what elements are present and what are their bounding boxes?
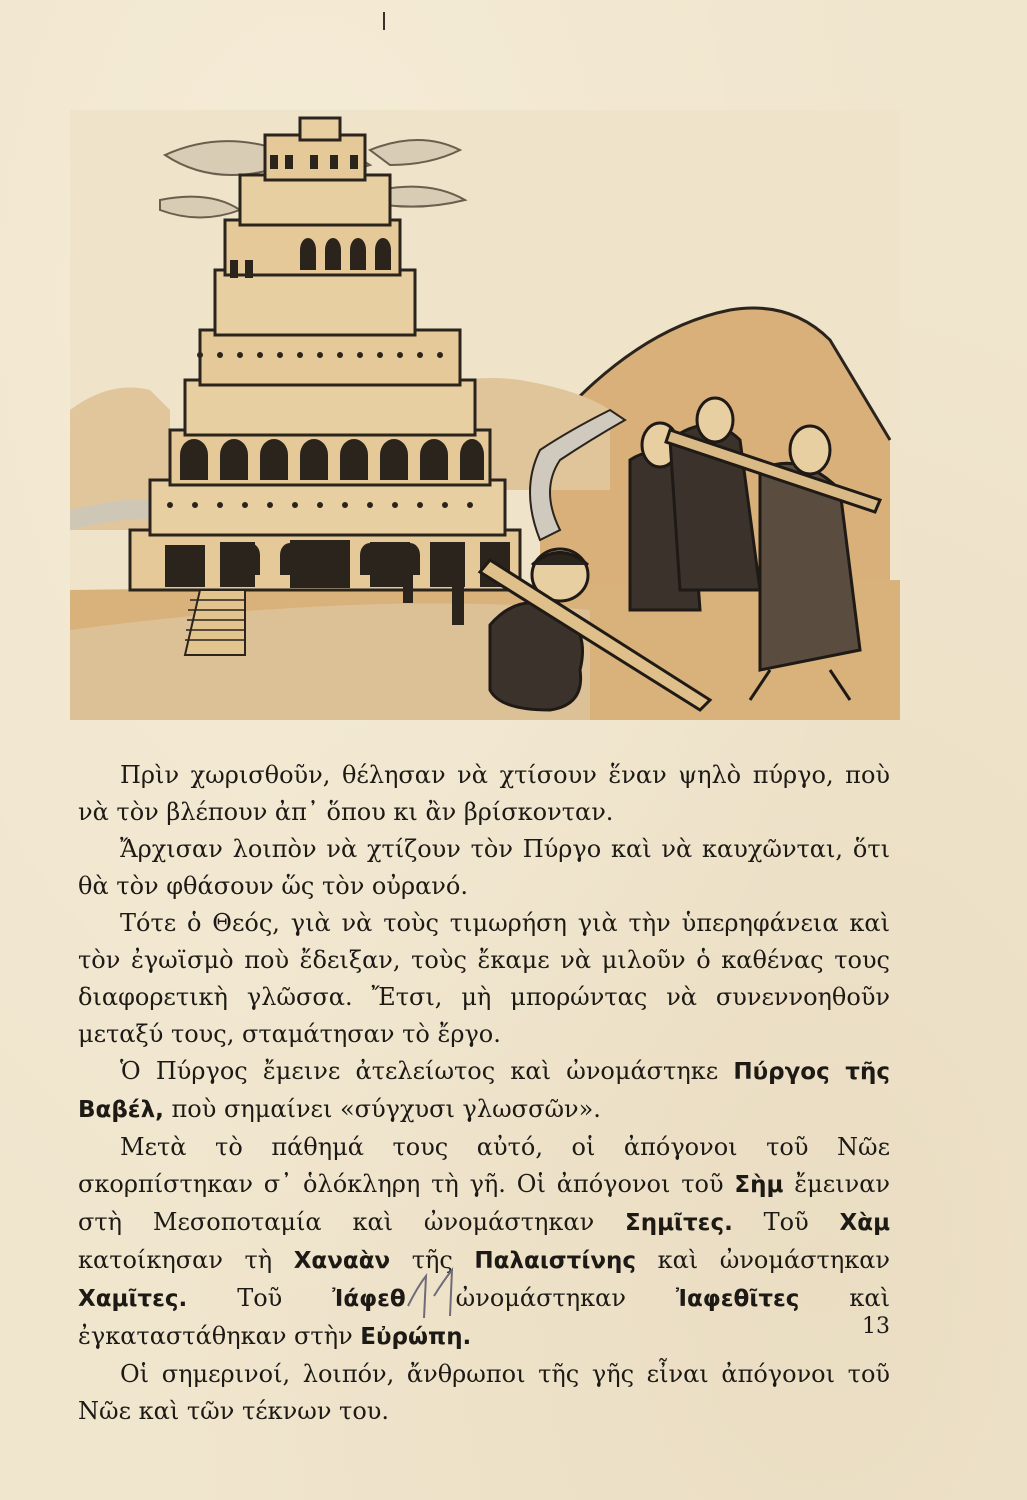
bold-term: Πύργος τῆς Βαβέλ, [78, 1059, 890, 1123]
tower-of-babel-illustration [70, 110, 900, 720]
bold-term: Ἰάφεθ [332, 1286, 406, 1312]
paragraph-4 [78, 1053, 890, 1129]
text-run: ποὺ σημαίνει «σύγχυσι γλωσσῶν». [163, 1095, 601, 1123]
text-run: Τοῦ [732, 1208, 840, 1236]
margin-tick [382, 12, 386, 30]
paragraph-5 [78, 1129, 890, 1356]
bold-term: Σημῖτες. [625, 1210, 733, 1236]
bold-term: Χαναὰν [293, 1248, 391, 1274]
text-run: καὶ ὠνομάστηκαν [636, 1246, 891, 1274]
paragraph-3: Τότε ὁ Θεός, γιὰ νὰ τοὺς τιμωρήση γιὰ τὴν ὑπερηφάνεια καὶ τὸν ἐγωϊσμὸ ποὺ ἔδειξαν, τοὺς ἔκαμε νὰ μιλοῦν ὁ καθένας τους διαφορετικὴ γλῶσσα. Ἔτσι, μὴ μπορώντας νὰ συνεννοηθοῦν μεταξύ τους, σταμάτησαν τὸ ἔργο. [78, 909, 890, 1048]
text-run: ὠνομάστηκαν [405, 1284, 676, 1312]
bold-term: Χαμῖτες. [78, 1286, 188, 1312]
text-run: Μετὰ τὸ πάθημά τους αὐτό, οἱ ἀπόγονοι τοῦ Νῶε σκορπίστηκαν σ᾽ ὁλόκληρη τὴ γῆ. Οἱ ἀπόγονοι τοῦ [78, 1133, 890, 1198]
bold-term: Χὰμ [839, 1210, 891, 1236]
text-run: κατοίκησαν τὴ [78, 1246, 294, 1274]
paragraph-6: Οἱ σημερινοί, λοιπόν, ἄνθρωποι τῆς γῆς εἶναι ἀπόγονοι τοῦ Νῶε καὶ τῶν τέκνων του. [78, 1360, 890, 1425]
bold-term: Παλαιστίνης [474, 1248, 637, 1274]
text-run: καὶ ἐγκαταστάθηκαν στὴν [78, 1284, 890, 1350]
text-run: ἔμειναν στὴ Μεσοποταμία καὶ ὠνομάστηκαν [78, 1170, 890, 1236]
handwritten-pencil-mark [404, 1266, 464, 1322]
bold-term: Εὐρώπη. [360, 1324, 472, 1350]
bold-term: Σὴμ [734, 1172, 784, 1198]
paragraph-2: Ἄρχισαν λοιπὸν νὰ χτίζουν τὸν Πύργο καὶ νὰ καυχῶνται, ὅτι θὰ τὸν φθάσουν ὥς τὸν οὐρανό. [78, 835, 890, 900]
text-run: Τοῦ [187, 1284, 333, 1312]
page-number: 13 [862, 1314, 890, 1339]
text-run: Ὁ Πύργος ἔμεινε ἀτελείωτος καὶ ὠνομάστηκε [120, 1057, 734, 1085]
body-text [78, 757, 890, 1430]
bold-term: Ἰαφεθῖτες [675, 1286, 800, 1312]
paragraph-1: Πρὶν χωρισθοῦν, θέλησαν νὰ χτίσουν ἕναν ψηλὸ πύργο, ποὺ νὰ τὸν βλέπουν ἀπ᾽ ὅπου κι ἂν βρίσκονταν. [78, 761, 890, 826]
text-run: τῆς [390, 1246, 475, 1274]
